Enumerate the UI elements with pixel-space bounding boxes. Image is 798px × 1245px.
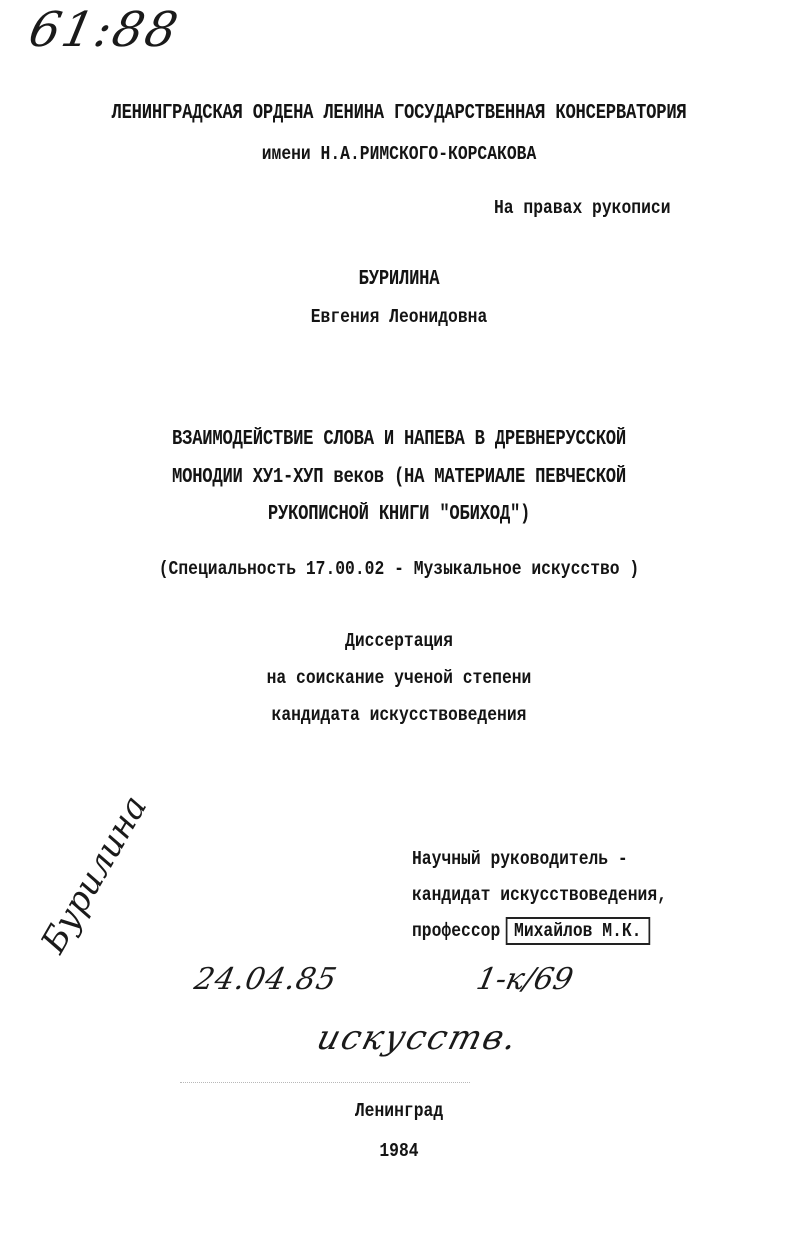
handwritten-field: искусств. (312, 1018, 524, 1058)
supervisor-degree: кандидат искусствоведения, (412, 884, 667, 906)
handwritten-archive-number: 61:88 (24, 2, 185, 58)
author-given-names: Евгения Леонидовна (310, 306, 488, 328)
author-signature: Бурилина (33, 788, 156, 960)
thesis-title-line-2: МОНОДИИ ХУ1-ХУП веков (НА МАТЕРИАЛЕ ПЕВЧЕСКОЙ (172, 466, 626, 489)
specialty-code: (Специальность 17.00.02 - Музыкальное искусство ) (158, 558, 640, 580)
year: 1984 (379, 1140, 419, 1162)
city: Ленинград (354, 1100, 444, 1122)
institution-name-subtitle: имени Н.А.РИМСКОГО-КОРСАКОВА (261, 143, 537, 165)
handwritten-date: 24.04.85 (191, 962, 341, 997)
degree-line-2: на соискание ученой степени (266, 667, 532, 689)
institution-name: ЛЕНИНГРАДСКАЯ ОРДЕНА ЛЕНИНА ГОСУДАРСТВЕННАЯ КОНСЕРВАТОРИЯ (111, 102, 687, 125)
degree-line-3: кандидата искусствоведения (271, 704, 527, 726)
rights-note: На правах рукописи (494, 197, 671, 219)
supervisor-name-box: Михайлов М.К. (505, 917, 650, 945)
author-surname: БУРИЛИНА (358, 268, 440, 291)
supervisor-label: Научный руководитель - (412, 848, 628, 870)
handwritten-code: 1-к/69 (473, 962, 577, 997)
thesis-title-line-1: ВЗАИМОДЕЙСТВИЕ СЛОВА И НАПЕВА В ДРЕВНЕРУССКОЙ (172, 428, 626, 451)
supervisor-title-row (412, 917, 650, 945)
thesis-title-line-3: РУКОПИСНОЙ КНИГИ "ОБИХОД") (267, 503, 531, 526)
degree-line-1: Диссертация (345, 630, 453, 652)
faint-dotted-line (180, 1082, 470, 1083)
supervisor-rank: профессор (412, 920, 501, 942)
